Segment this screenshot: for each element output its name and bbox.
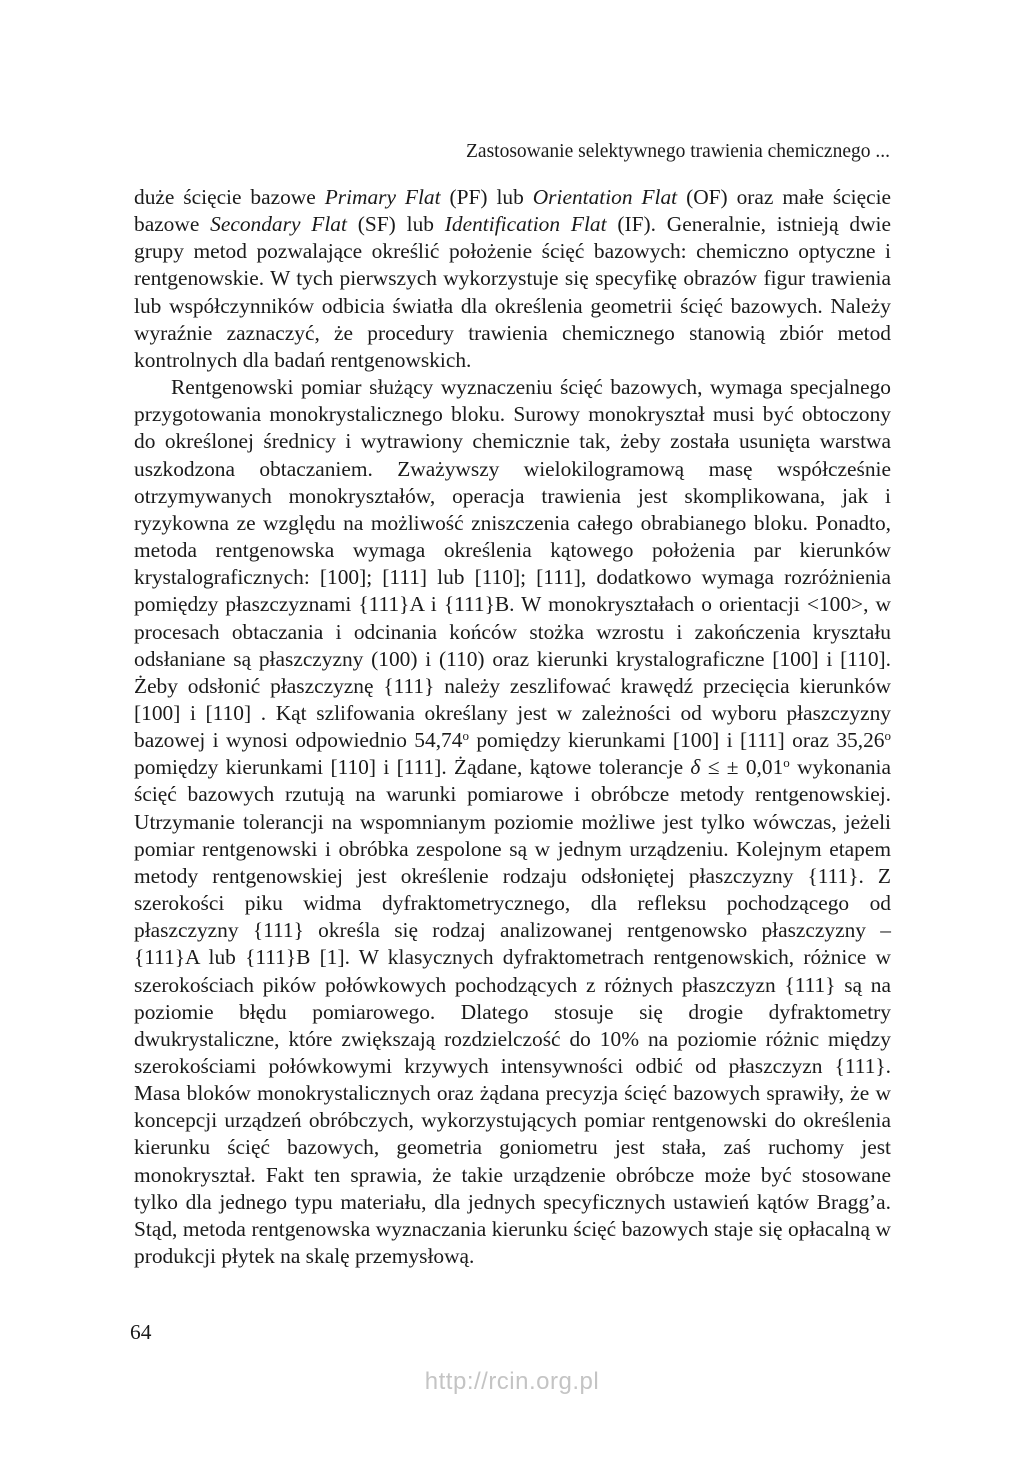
term-orientation-flat: Orientation Flat	[532, 185, 678, 209]
running-header: Zastosowanie selektywnego trawienia chemicznego ...	[466, 141, 890, 162]
text-span: wykonania ścięć bazowych rzutują na warunki pomiarowe i obróbcze metody rentgenowskiej. Utrzymanie tolerancji na wspomnianym poziomie możliwe jest tylko wówczas, jeżeli pomiar rentgenowski i obróbka zespolone są w jednym urządzeniu. Kolejnym etapem metody rentgenowskiej jest określenie rodzaju odsłoniętej płaszczyzny {111}. Z szerokości piku widma dyfraktometrycznego, dla refleksu pochodzącego od płaszczyzny {111} określa się rodzaj analizowanej rentgenowsko płaszczyzny – {111}A lub {111}B [1]. W klasycznych dyfraktometrach rentgenowskich, różnice w szerokościach pików połówkowych pochodzących z różnych płaszczyzn {111} są na poziomie błędu pomiarowego. Dlatego stosuje się drogie dyfraktometry dwukrystaliczne, które zwiększają rozdzielczość do 10% na poziomie różnic między szerokościami połówkowymi krzywych intensywności odbić od płaszczyzn {111}. Masa bloków monokrystalicznych oraz żądana precyzja ścięć bazowych sprawiły, że w koncepcji urządzeń obróbczych, wykorzystujących pomiar rentgenowski do określenia kierunku ścięć bazowych, geometria goniometru jest stała, zaś ruchomy jest monokryształ. Fakt ten sprawia, że takie urządzenie obróbcze może być stosowane tylko dla jednego typu materiału, dla jednych specyficznych ustawień kątów Bragg’a. Stąd, metoda rentgenowska wyznaczania kierunku ścięć bazowych staje się opłacalną w produkcji płytek na skalę przemysłową.	[134, 755, 891, 1269]
text-span: (IF). Generalnie, istnieją dwie grupy metod pozwalające określić położenie ścięć bazowych: chemiczno optyczne i rentgenowskie. W tych pierwszych wykorzystuje się specyfikę obrazów figur trawienia lub współczynników odbicia światła dla określenia geometrii ścięć bazowych. Należy wyraźnie zaznaczyć, że procedury trawienia chemicznego stanowią zbiór metod kontrolnych dla badań rentgenowskich.	[134, 212, 891, 372]
text-span: ≤ ± 0,01	[700, 755, 784, 780]
footer-url[interactable]: http://rcin.org.pl	[424, 1368, 600, 1395]
text-span: (SF) lub	[346, 212, 445, 237]
degree-sign: o	[783, 755, 790, 771]
page-number: 64	[130, 1320, 152, 1344]
delta-symbol: δ	[690, 755, 701, 780]
term-identification-flat: Identification Flat	[444, 212, 607, 237]
paragraph-2	[134, 374, 891, 1270]
degree-sign: o	[462, 728, 469, 744]
text-span: pomiędzy kierunkami [110] i [111]. Żądane, kątowe tolerancje	[134, 755, 691, 780]
text-span: pomiędzy kierunkami [100] i [111] oraz 35,26	[468, 728, 885, 753]
body-text	[134, 184, 891, 1270]
text-span: (PF) lub	[440, 185, 533, 209]
term-secondary-flat: Secondary Flat	[210, 212, 347, 237]
term-primary-flat: Primary Flat	[324, 185, 441, 209]
text-span: duże ścięcie bazowe	[134, 185, 325, 209]
paragraph-1	[134, 184, 891, 374]
text-span: (OF) oraz małe ścięcie bazowe	[134, 185, 892, 237]
text-span: Rentgenowski pomiar służący wyznaczeniu ścięć bazowych, wymaga specjalnego przygotowania monokrystalicznego bloku. Surowy monokryształ musi być obtoczony do określonej średnicy i wytrawiony chemicznie tak, żeby została usunięta warstwa uszkodzona obtaczaniem. Zważywszy wielokilogramową masę współcześnie otrzymywanych monokryształów, operacja trawienia jest skomplikowana, jak i ryzykowna ze względu na możliwość zniszczenia całego obrabianego bloku. Ponadto, metoda rentgenowska wymaga określenia kątowego położenia par kierunków krystalograficznych: [100]; [111] lub [110]; [111], dodatkowo wymaga rozróżnienia pomiędzy płaszczyznami {111}A i {111}B. W monokryształach o orientacji <100>, w procesach obtaczania i odcinania końców stożka wzrostu i zakończenia kryształu odsłaniane są płaszczyzny (100) i (110) oraz kierunki krystalograficzne [100] i [110]. Żeby odsłonić płaszczyznę {111} należy zeszlifować krawędź przecięcia kierunków [100] i [110] . Kąt szlifowania określany jest w zależności od wyboru płaszczyzny bazowej i wynosi odpowiednio 54,74	[134, 375, 891, 753]
degree-sign: o	[884, 728, 891, 744]
